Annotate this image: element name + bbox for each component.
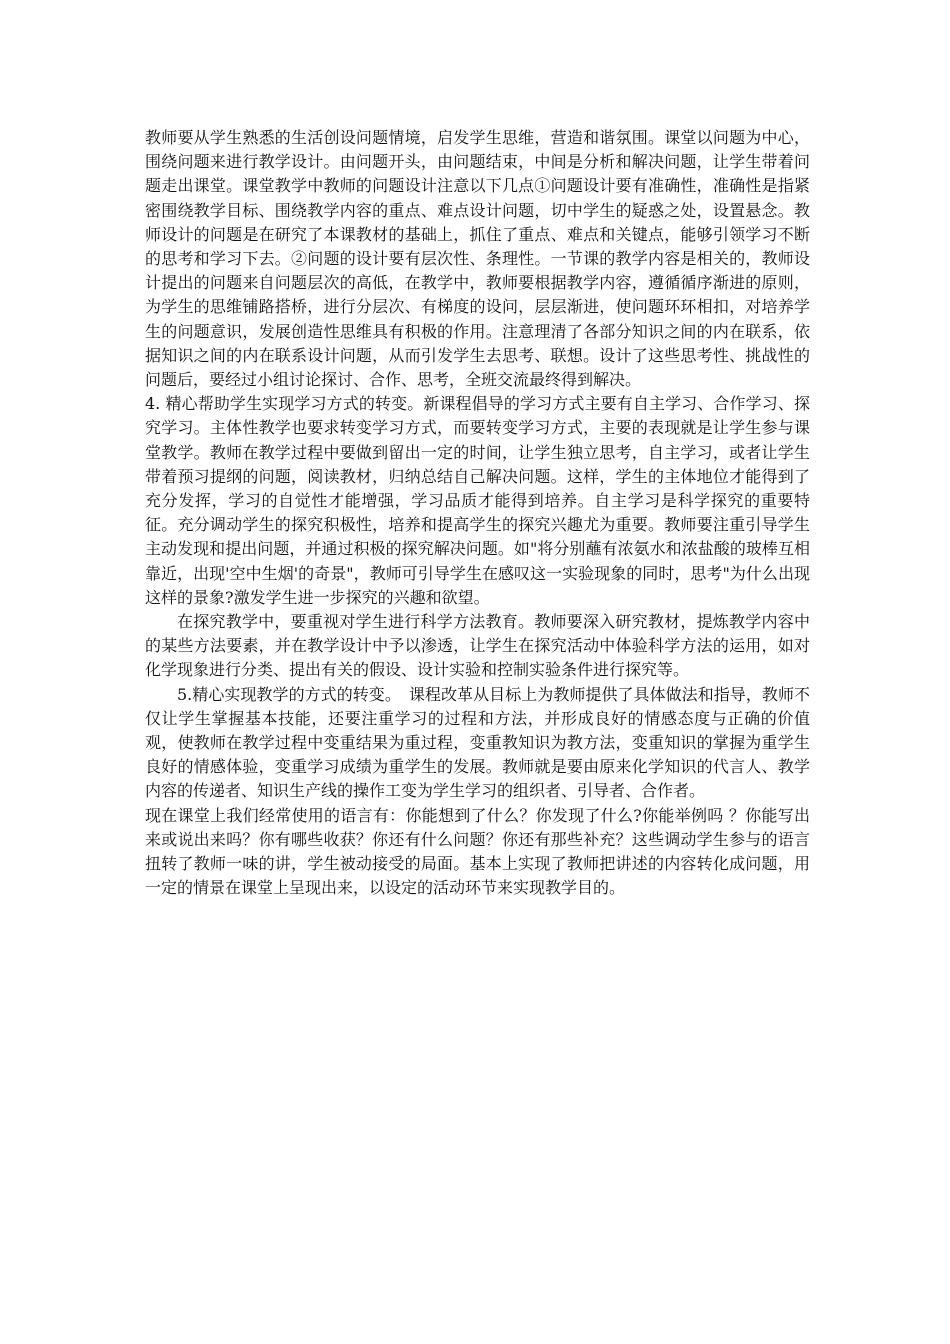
- paragraph-learning-method: 4. 精心帮助学生实现学习方式的转变。新课程倡导的学习方式主要有自主学习、合作学习、探究学习。主体性教学也要求转变学习方式，而要转变学习方式，主要的表现就是让学生参与课堂教学。教师在教学过程中要做到留出一定的时间，让学生独立思考，自主学习，或者让学生带着预习提纲的问题，阅读教材，归纳总结自己解决问题。这样，学生的主体地位才能得到了充分发挥，学习的自觉性才能增强，学习品质才能得到培养。自主学习是科学探究的重要特征。充分调动学生的探究积极性，培养和提高学生的探究兴趣尤为重要。教师要注重引导学生主动发现和提出问题，并通过积极的探究解决问题。如"将分别蘸有浓氨水和浓盐酸的玻棒互相靠近，出现'空中生烟'的奇景"，教师可引导学生在感叹这一实验现象的同时，思考"为什么出现这样的景象?激发学生进一步探究的兴趣和欲望。: [145, 394, 810, 607]
- paragraph-inquiry-teaching: 在探究教学中，要重视对学生进行科学方法教育。教师要深入研究教材，提炼教学内容中的某些方法要素，并在教学设计中予以渗透，让学生在探究活动中体验科学方法的运用，如对化学现象进行分类、提出有关的假设、设计实验和控制实验条件进行探究等。: [145, 612, 810, 680]
- paragraph-classroom-language: 现在课堂上我们经常使用的语言有：你能想到了什么？你发现了什么?你能举例吗 ？你能写出来或说出来吗？你有哪些收获？你还有什么问题？你还有那些补充？这些调动学生参与的语言扭转了教师一味的讲，学生被动接受的局面。基本上实现了教师把讲述的内容转化成问题，用一定的情景在课堂上呈现出来，以设定的活动环节来实现教学目的。: [145, 805, 810, 898]
- document-body: [145, 126, 810, 901]
- paragraph-teaching-method: 5.精心实现教学的方式的转变。 课程改革从目标上为教师提供了具体做法和指导，教师不仅让学生掌握基本技能，还要注重学习的过程和方法，并形成良好的情感态度与正确的价值观，使教师在教学过程中变重结果为重过程，变重教知识为教方法，变重知识的掌握为重学生良好的情感体验，变重学习成绩为重学生的发展。教师就是要由原来化学知识的代言人、教学内容的传递者、知识生产线的操作工变为学生学习的组织者、引导者、合作者。: [145, 684, 810, 801]
- paragraph-question-design: 教师要从学生熟悉的生活创设问题情境，启发学生思维，营造和谐氛围。课堂以问题为中心，围绕问题来进行教学设计。由问题开头，由问题结束，中间是分析和解决问题，让学生带着问题走出课堂。课堂教学中教师的问题设计注意以下几点①问题设计要有准确性，准确性是指紧密围绕教学目标、围绕教学内容的重点、难点设计问题，切中学生的疑惑之处，设置悬念。教师设计的问题是在研究了本课教材的基础上，抓住了重点、难点和关键点，能够引领学习不断的思考和学习下去。②问题的设计要有层次性、条理性。一节课的教学内容是相关的，教师设计提出的问题来自问题层次的高低，在教学中，教师要根据教学内容，遵循循序渐进的原则，为学生的思维铺路搭桥，进行分层次、有梯度的设问，层层渐进，使问题环环相扣，对培养学生的问题意识，发展创造性思维具有积极的作用。注意理清了各部分知识之间的内在联系，依据知识之间的内在联系设计问题，从而引发学生去思考、联想。设计了这些思考性、挑战性的问题后，要经过小组讨论探讨、合作、思考，全班交流最终得到解决。: [145, 128, 810, 390]
